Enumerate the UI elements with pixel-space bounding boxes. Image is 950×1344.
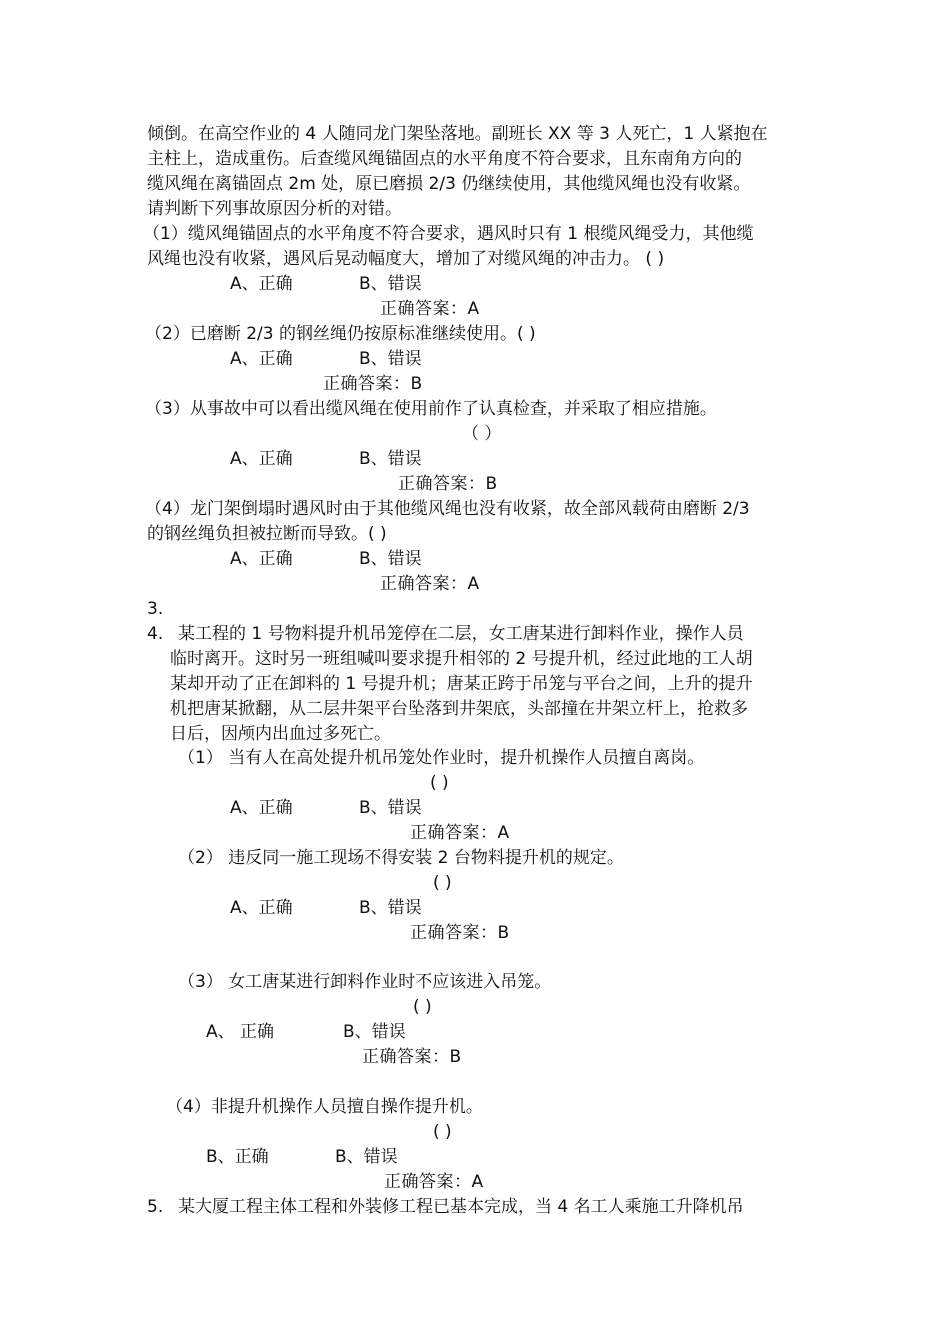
q4-line-2: 临时离开。这时另一班组喊叫要求提升相邻的 2 号提升机，经过此地的工人胡	[170, 649, 753, 669]
item-number-3: 3.	[147, 599, 164, 619]
q3-s4-option-a: A、正确	[230, 549, 293, 569]
q4-s1-line-1: （1） 当有人在高处提升机吊笼处作业时，提升机操作人员擅自离岗。	[178, 748, 705, 768]
q3-s3-option-a: A、正确	[230, 449, 293, 469]
q3-s3-line-1: （3）从事故中可以看出缆风绳在使用前作了认真检查，并采取了相应措施。	[145, 399, 717, 419]
q4-s4-answer: 正确答案：A	[384, 1172, 484, 1192]
q4-s3-option-a: A、 正确	[206, 1022, 275, 1042]
q3-s2-option-a: A、正确	[230, 349, 293, 369]
q4-s1-option-a: A、正确	[230, 798, 293, 818]
q4-s3-paren: ( )	[413, 997, 432, 1017]
item-number-5: 5.	[147, 1197, 164, 1217]
q4-s2-option-b: B、错误	[359, 898, 422, 918]
q3-s1-line-2: 风绳也没有收紧，遇风后晃动幅度大，增加了对缆风绳的冲击力。 ( )	[147, 249, 665, 269]
intro-line-4: 请判断下列事故原因分析的对错。	[147, 199, 402, 219]
q4-s4-line-1: （4）非提升机操作人员擅自操作提升机。	[166, 1097, 483, 1117]
q5-line-1: 某大厦工程主体工程和外装修工程已基本完成，当 4 名工人乘施工升降机吊	[178, 1197, 744, 1217]
q4-s1-answer: 正确答案：A	[410, 823, 510, 843]
q4-s2-answer: 正确答案：B	[410, 923, 510, 943]
intro-line-3: 缆风绳在离锚固点 2m 处，原已磨损 2/3 仍继续使用，其他缆风绳也没有收紧。	[147, 174, 751, 194]
q3-s3-answer: 正确答案：B	[398, 474, 498, 494]
q3-s2-option-b: B、错误	[359, 349, 422, 369]
q4-s1-option-b: B、错误	[359, 798, 422, 818]
q4-s3-line-1: （3） 女工唐某进行卸料作业时不应该进入吊笼。	[178, 972, 552, 992]
q3-s4-answer: 正确答案：A	[380, 574, 480, 594]
q3-s1-line-1: （1）缆风绳锚固点的水平角度不符合要求，遇风时只有 1 根缆风绳受力，其他缆	[143, 224, 754, 244]
q4-s3-option-b: B、错误	[343, 1022, 406, 1042]
q3-s2-answer: 正确答案：B	[323, 374, 423, 394]
q3-s1-option-a: A、正确	[230, 274, 293, 294]
intro-line-1: 倾倒。在高空作业的 4 人随同龙门架坠落地。副班长 XX 等 3 人死亡，1 人紧抱在	[147, 124, 768, 144]
intro-line-2: 主柱上，造成重伤。后查缆风绳锚固点的水平角度不符合要求，且东南角方向的	[147, 149, 742, 169]
q4-s4-option-a: B、正确	[206, 1147, 269, 1167]
q3-s1-answer: 正确答案：A	[380, 299, 480, 319]
q4-s4-paren: ( )	[433, 1122, 452, 1142]
q4-line-3: 某却开动了正在卸料的 1 号提升机；唐某正跨于吊笼与平台之间，上升的提升	[170, 674, 753, 694]
q4-s2-line-1: （2） 违反同一施工现场不得安装 2 台物料提升机的规定。	[178, 848, 624, 868]
q4-line-5: 日后，因颅内出血过多死亡。	[170, 724, 391, 744]
q3-s4-line-2: 的钢丝绳负担被拉断而导致。( )	[147, 524, 387, 544]
q3-s2-line-1: （2）已磨断 2/3 的钢丝绳仍按原标准继续使用。( )	[145, 324, 536, 344]
q4-s2-option-a: A、正确	[230, 898, 293, 918]
q3-s3-option-b: B、错误	[359, 449, 422, 469]
q3-s3-paren: （ ）	[462, 424, 502, 444]
item-number-4: 4.	[147, 624, 164, 644]
q4-line-1: 某工程的 1 号物料提升机吊笼停在二层，女工唐某进行卸料作业，操作人员	[178, 624, 744, 644]
q4-s3-answer: 正确答案：B	[362, 1047, 462, 1067]
q4-line-4: 机把唐某掀翻，从二层井架平台坠落到井架底，头部撞在井架立杆上，抢救多	[170, 699, 748, 719]
q4-s2-paren: ( )	[433, 873, 452, 893]
q3-s4-line-1: （4）龙门架倒塌时遇风时由于其他缆风绳也没有收紧，故全部风载荷由磨断 2/3	[145, 499, 750, 519]
q3-s4-option-b: B、错误	[359, 549, 422, 569]
q4-s4-option-b: B、错误	[335, 1147, 398, 1167]
q4-s1-paren: ( )	[430, 773, 449, 793]
q3-s1-option-b: B、错误	[359, 274, 422, 294]
